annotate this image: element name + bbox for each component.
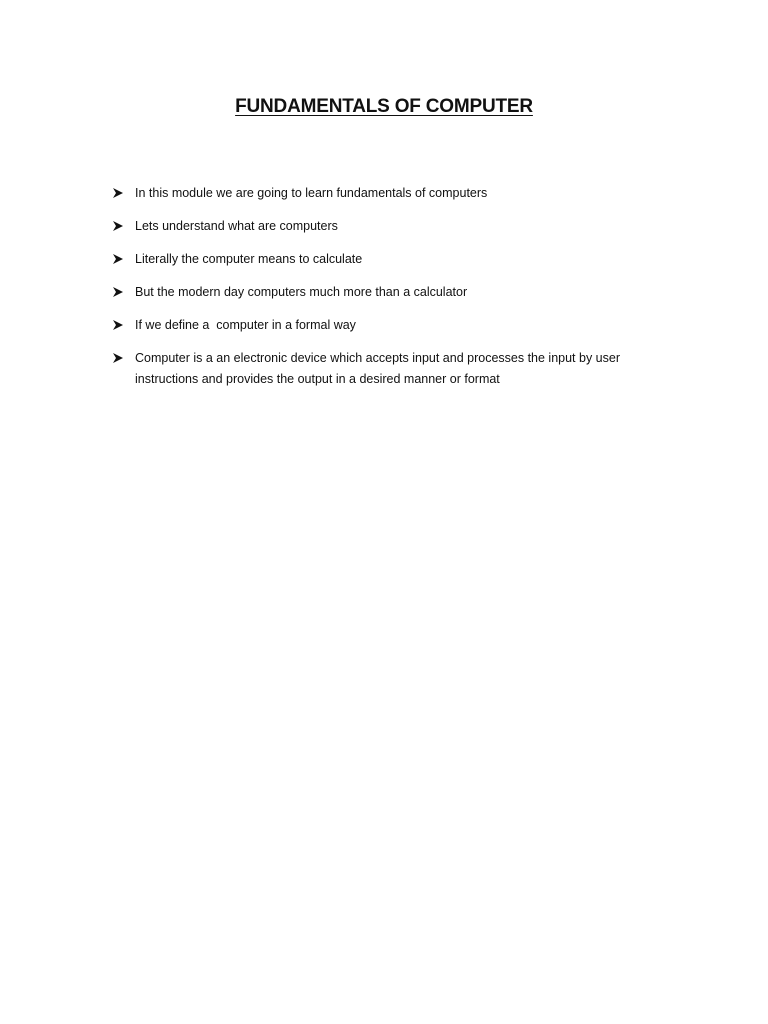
bullet-text: Lets understand what are computers (135, 219, 338, 233)
bullet-text: If we define a computer in a formal way (135, 318, 356, 332)
list-item (113, 216, 653, 237)
bullet-text: Computer is a an electronic device which accepts input and processes the input by user instructions and provides the output in a desired manner or format (135, 351, 620, 386)
bullet-text: Literally the computer means to calculate (135, 252, 363, 266)
page-title: FUNDAMENTALS OF COMPUTER (235, 96, 533, 117)
list-item (113, 282, 653, 303)
arrowhead-bullet-icon (113, 282, 125, 303)
list-item (113, 315, 653, 336)
bullet-list (113, 183, 653, 390)
list-item (113, 183, 653, 204)
arrowhead-bullet-icon (113, 183, 125, 204)
bullet-text: But the modern day computers much more than a calculator (135, 285, 468, 299)
arrowhead-bullet-icon (113, 348, 125, 369)
bullet-text: In this module we are going to learn fundamentals of computers (135, 186, 488, 200)
list-item (113, 249, 653, 270)
arrowhead-bullet-icon (113, 315, 125, 336)
arrowhead-bullet-icon (113, 249, 125, 270)
list-item (113, 348, 653, 390)
arrowhead-bullet-icon (113, 216, 125, 237)
